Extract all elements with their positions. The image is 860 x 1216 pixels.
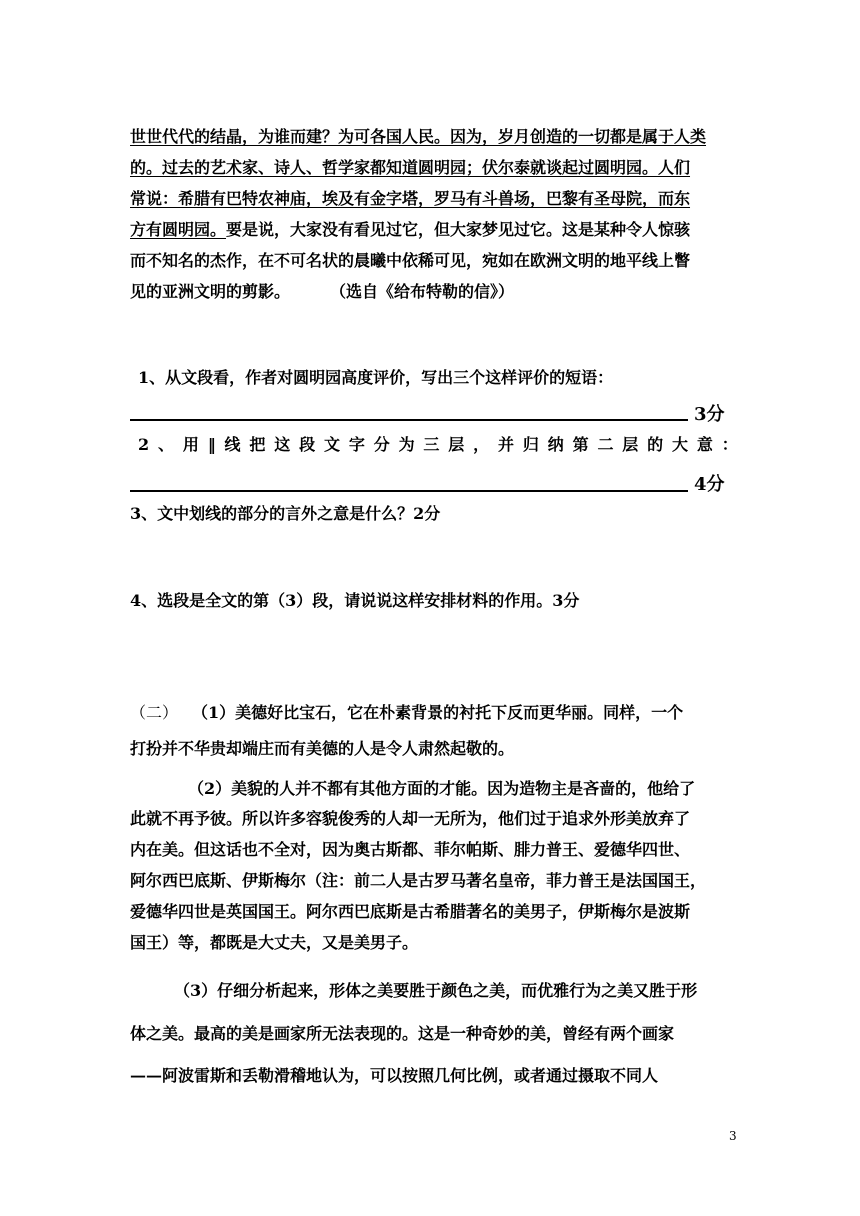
answer-line-2[interactable] (130, 490, 688, 492)
question-2-char: 字 (348, 435, 365, 454)
passage-line: 世世代代的结晶，为谁而建？为可各国人民。因为，岁月创造的一切都是属于人类 (130, 127, 707, 146)
question-1: 1、从文段看，作者对圆明园高度评价，写出三个这样评价的短语： (138, 368, 614, 387)
question-4: 4、选段是全文的第（3）段，请说说这样安排材料的作用。3分 (130, 591, 580, 610)
passage-text: 要是说，大家没有看见过它，但大家梦见过它。这是某种令人惊骇 (226, 220, 691, 239)
question-2-char: ： (721, 435, 738, 454)
question-2-char: 分 (373, 435, 390, 454)
passage-two-para-1 (130, 702, 683, 724)
question-2-char: 意 (696, 435, 713, 454)
passage-line (130, 281, 740, 303)
passage-text: （1）美德好比宝石，它在朴素背景的衬托下反而更华丽。同样，一个 (192, 703, 684, 722)
passage-line: 打扮并不华贵却端庄而有美德的人是令人肃然起敬的。 (130, 739, 515, 758)
question-2-char: 的 (647, 435, 664, 454)
question-2-char: ‖ (207, 435, 216, 454)
passage-line (130, 219, 740, 241)
question-2-char: 归 (522, 435, 539, 454)
question-2-char: 三 (423, 435, 440, 454)
passage-line: 的。过去的艺术家、诗人、哲学家都知道圆明园；伏尔泰就谈起过圆明园。人们 (130, 158, 691, 177)
question-2-char: ， (473, 435, 490, 454)
page-number: 3 (729, 1129, 737, 1143)
question-1-score: 3分 (694, 404, 725, 425)
answer-line-1[interactable] (130, 419, 688, 421)
passage-line: （2）美貌的人并不都有其他方面的才能。因为造物主是吝啬的，他给了 (188, 779, 696, 798)
question-2-char: 、 (157, 435, 174, 454)
passage-line: （3）仔细分析起来，形体之美要胜于颜色之美，而优雅行为之美又胜于形 (174, 981, 698, 1000)
passage-line: 爱德华四世是英国国王。阿尔西巴底斯是古希腊著名的美男子，伊斯梅尔是波斯 (130, 902, 691, 921)
passage-line: ——阿波雷斯和丢勒滑稽地认为，可以按照几何比例，或者通过摄取不同人 (130, 1066, 659, 1085)
passage-line: 体之美。最高的美是画家所无法表现的。这是一种奇妙的美，曾经有两个画家 (130, 1024, 675, 1043)
passage-line: 而不知名的杰作，在不可名状的晨曦中依稀可见，宛如在欧洲文明的地平线上瞥 (130, 251, 691, 270)
question-2-char: 层 (622, 435, 639, 454)
question-2-char: 线 (224, 435, 241, 454)
passage-line: 内在美。但这话也不全对，因为奥古斯都、菲尔帕斯、腓力普王、爱德华四世、 (130, 840, 691, 859)
underlined-text: 方有圆明园。 (130, 220, 227, 239)
question-2-score: 4分 (694, 474, 725, 495)
question-2-char: 层 (448, 435, 465, 454)
question-2-char: 这 (274, 435, 291, 454)
question-2-char: 纳 (547, 435, 564, 454)
question-2 (138, 434, 738, 456)
question-2-char: 用 (182, 435, 199, 454)
question-2-char: 并 (498, 435, 515, 454)
passage-line: 常说：希腊有巴特农神庙，埃及有金字塔，罗马有斗兽场，巴黎有圣母院，而东 (130, 189, 691, 208)
question-2-char: 把 (249, 435, 266, 454)
passage-line: 阿尔西巴底斯、伊斯梅尔（注：前二人是古罗马著名皇帝，菲力普王是法国国王， (130, 871, 707, 890)
question-2-char: 二 (597, 435, 614, 454)
question-2-char: 为 (398, 435, 415, 454)
passage-line: 国王）等，都既是大丈夫，又是美男子。 (130, 933, 419, 952)
passage-text: 见的亚洲文明的剪影。 (130, 282, 291, 301)
question-2-char: 段 (299, 435, 316, 454)
question-2-char: 2 (138, 435, 150, 454)
question-2-char: 第 (572, 435, 589, 454)
passage-line: 此就不再予彼。所以许多容貌俊秀的人却一无所为，他们过于追求外形美放弃了 (130, 809, 691, 828)
section-label: （二） (130, 703, 179, 722)
question-2-char: 文 (323, 435, 340, 454)
question-3: 3、文中划线的部分的言外之意是什么？2分 (130, 504, 441, 523)
source-citation: （选自《给布特勒的信》） (330, 282, 515, 301)
question-2-char: 大 (672, 435, 689, 454)
